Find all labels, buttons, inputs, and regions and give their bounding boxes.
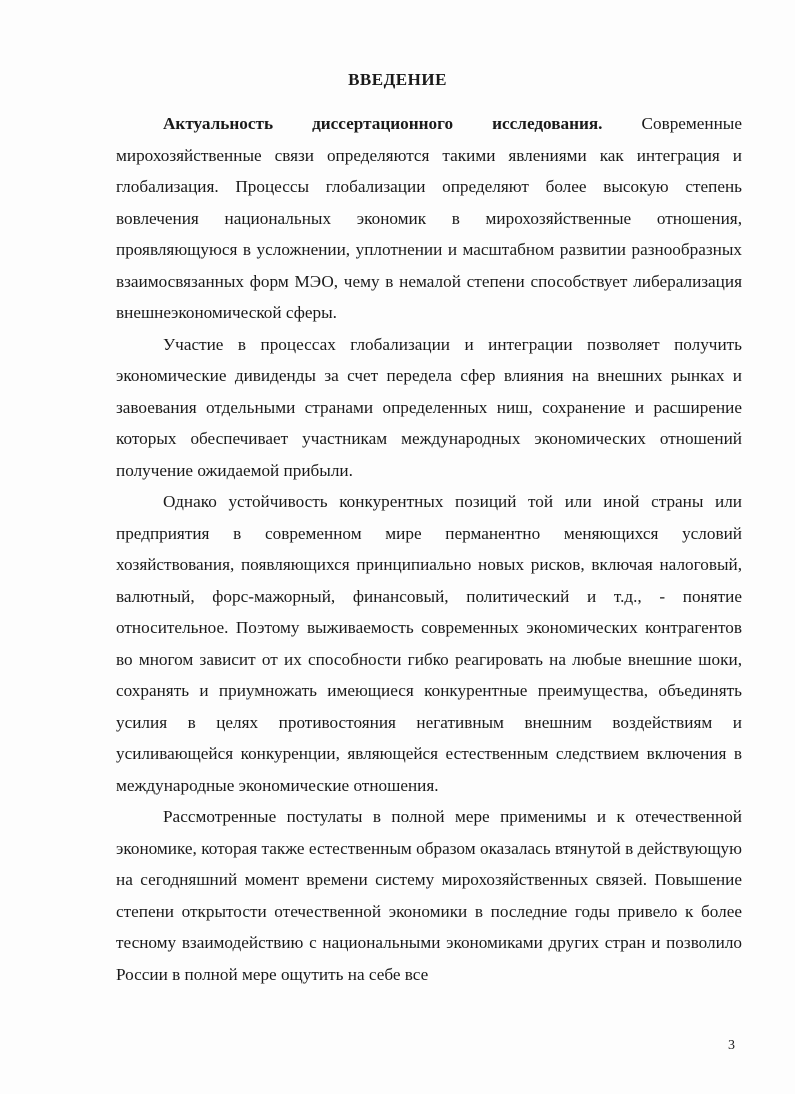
paragraph-relevance: [116, 108, 742, 329]
paragraph-text: Современные мирохозяйственные связи определяются такими явлениями как интеграция и глобализация. Процессы глобализации определяют более высокую степень вовлечения национальных экономик в мирохозяйственные отношения, проявляющуюся в усложнении, уплотнении и масштабном развитии разнообразных взаимосвязанных форм МЭО, чему в немалой степени способствует либерализация внешнеэкономической сферы.: [116, 114, 742, 322]
page-number: 3: [728, 1038, 735, 1053]
paragraph-stability: Однако устойчивость конкурентных позиций той или иной страны или предприятия в современном мире перманентно меняющихся условий хозяйствования, появляющихся принципиально новых рисков, включая налоговый, валютный, форс-мажорный, финансовый, политический и т.д., - понятие относительное. Поэтому выживаемость современных экономических контрагентов во многом зависит от их способности гибко реагировать на любые внешние шоки, сохранять и приумножать имеющиеся конкурентные преимущества, объединять усилия в целях противостояния негативным внешним воздействиям и усиливающейся конкуренции, являющейся естественным следствием включения в международные экономические отношения.: [116, 492, 742, 795]
paragraph-lead: Актуальность диссертационного исследования.: [163, 114, 603, 133]
body-text: [116, 108, 742, 990]
page-title: ВВЕДЕНИЕ: [348, 70, 447, 89]
paragraph-participation: Участие в процессах глобализации и интеграции позволяет получить экономические дивиденды за счет передела сфер влияния на внешних рынках и завоевания отдельными странами определенных ниш, сохранение и расширение которых обеспечивает участникам международных экономических отношений получение ожидаемой прибыли.: [116, 334, 742, 480]
paragraph-postulates: Рассмотренные постулаты в полной мере применимы и к отечественной экономике, которая также естественным образом оказалась втянутой в действующую на сегодняшний момент времени систему мирохозяйственных связей. Повышение степени открытости отечественной экономики в последние годы привело к более тесному взаимодействию с национальными экономиками других стран и позволило России в полной мере ощутить на себе все: [116, 807, 742, 984]
